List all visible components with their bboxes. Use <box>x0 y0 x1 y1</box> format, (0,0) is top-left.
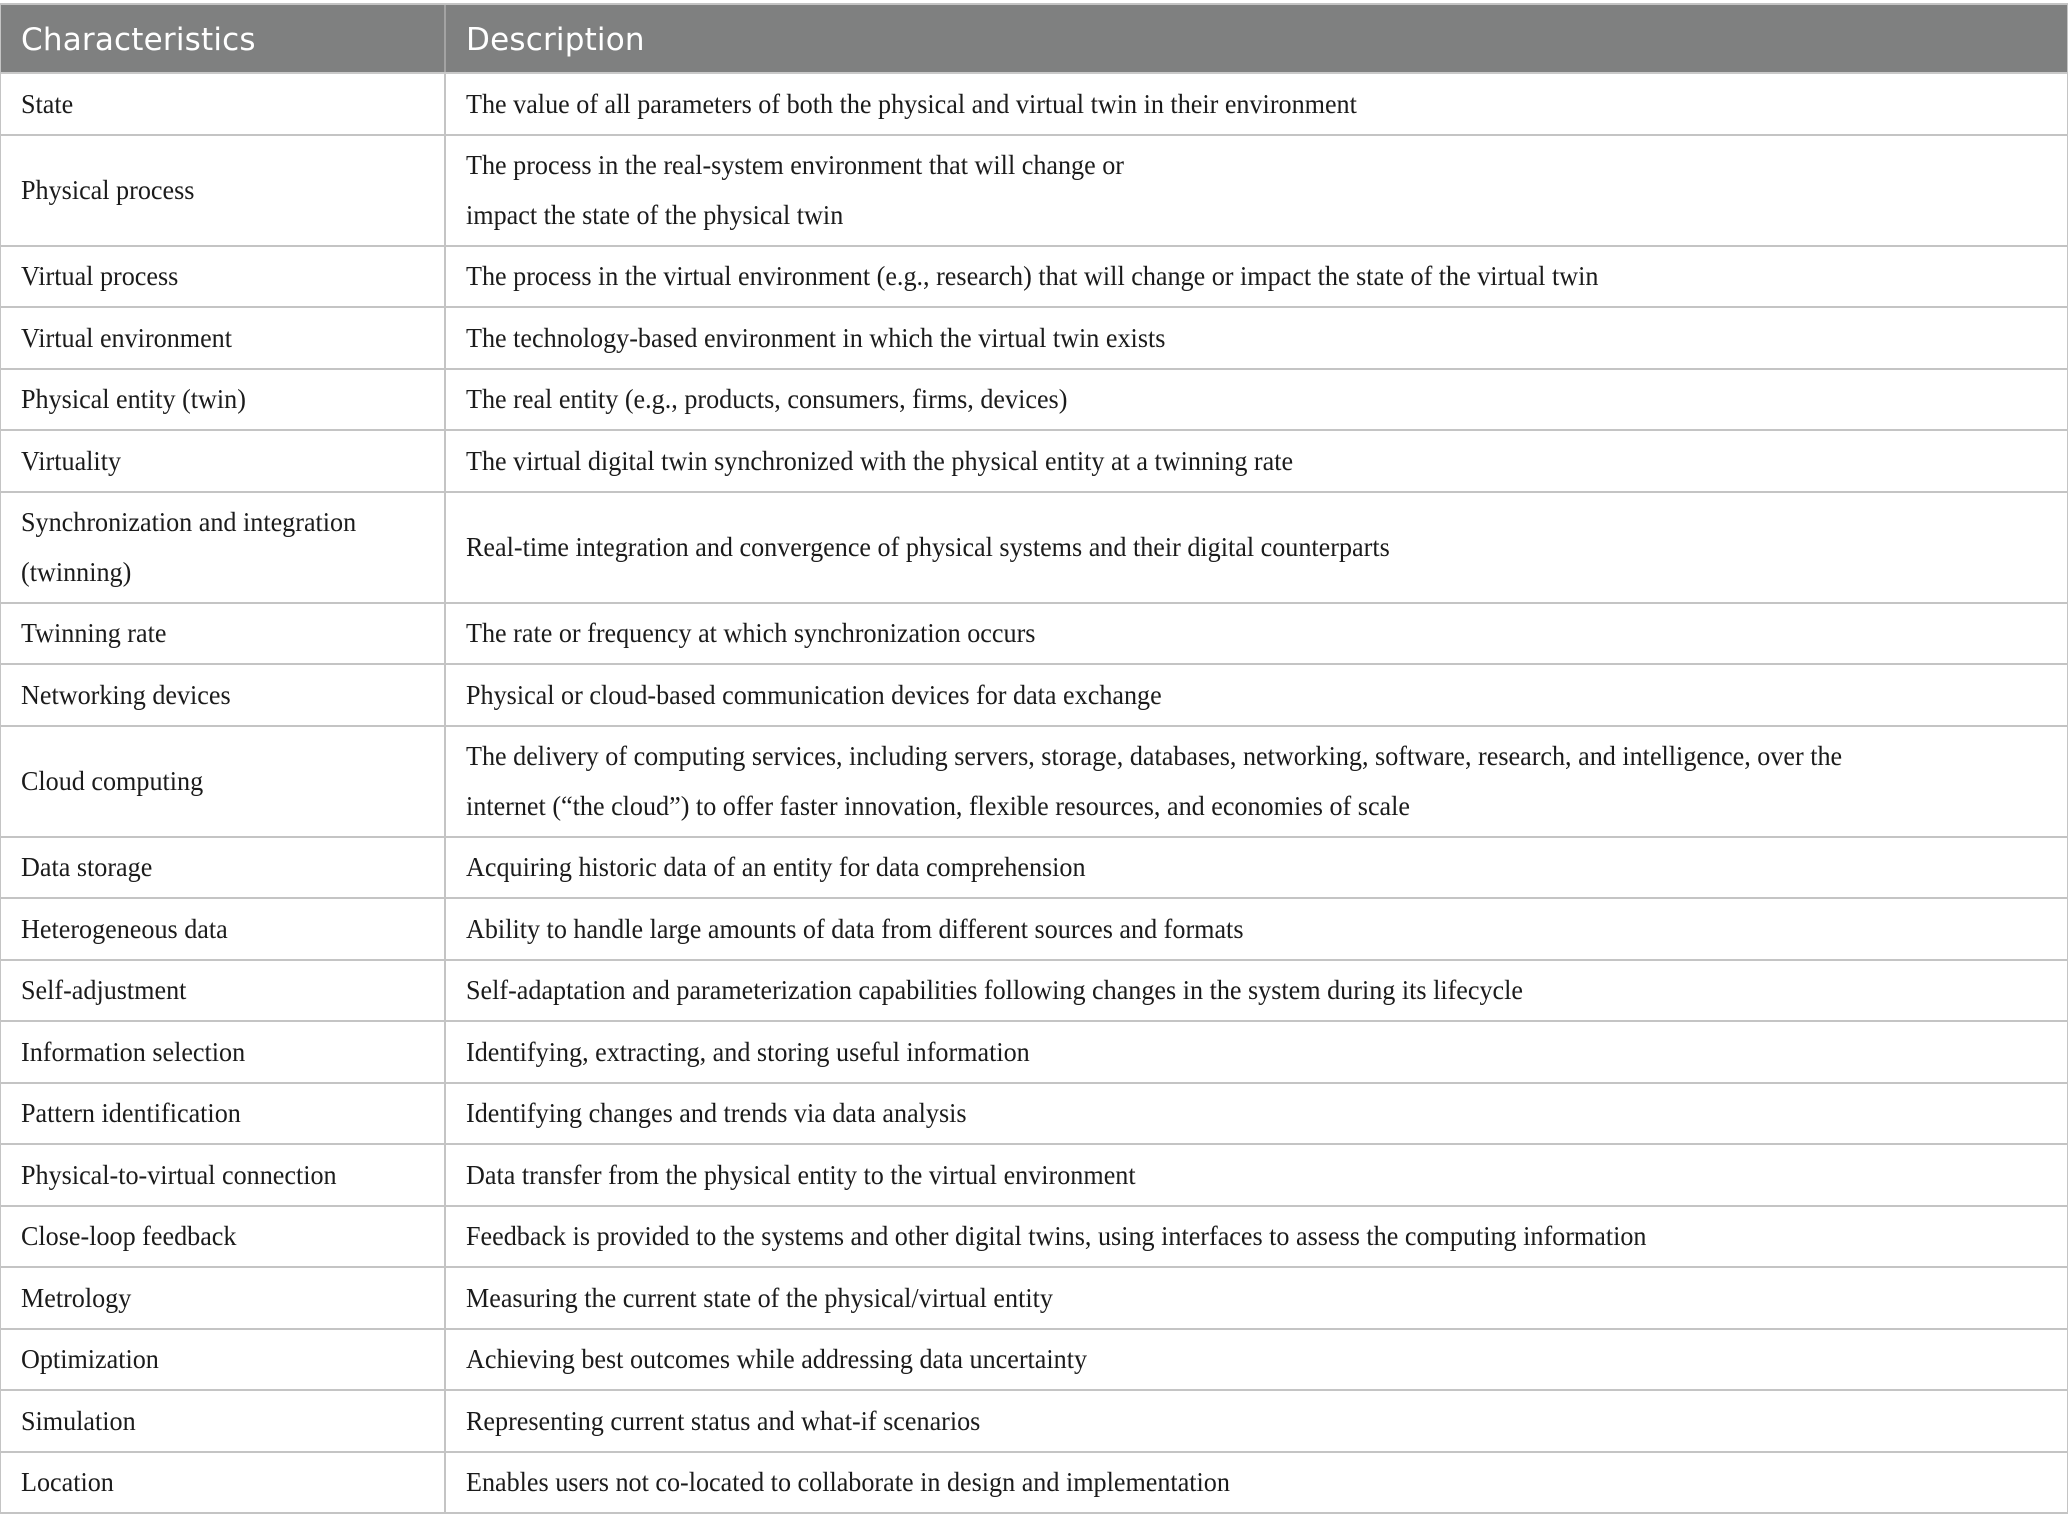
description-text: The real entity (e.g., products, consumers, firms, devices) <box>466 383 1068 415</box>
characteristic-cell <box>1 308 446 368</box>
description-text: The virtual digital twin synchronized with the physical entity at a twinning rate <box>466 444 1294 476</box>
characteristic-text: Information selection <box>21 1035 246 1067</box>
table-row <box>1 1084 2067 1146</box>
characteristic-cell <box>1 665 446 725</box>
description-cell <box>446 247 2067 307</box>
characteristic-text: Heterogeneous data <box>21 912 228 944</box>
characteristic-text: Physical process <box>21 174 195 205</box>
characteristic-text: Virtuality <box>21 444 122 476</box>
header-cell-characteristics <box>1 5 446 72</box>
characteristic-cell <box>1 727 446 836</box>
description-cell <box>446 493 2067 602</box>
characteristics-table <box>0 3 2068 1514</box>
description-text: Enables users not co-located to collaborate in design and implementation <box>466 1466 1230 1498</box>
description-cell <box>446 370 2067 430</box>
characteristic-text: Physical entity (twin) <box>21 383 246 415</box>
description-text: Representing current status and what-if scenarios <box>466 1404 981 1436</box>
description-text: Data transfer from the physical entity to the virtual environment <box>466 1158 1136 1190</box>
description-text: internet (“the cloud”) to offer faster innovation, flexible resources, and economies of scale <box>466 790 1411 821</box>
description-cell <box>446 74 2067 134</box>
description-text: Self-adaptation and parameterization capabilities following changes in the system during its lifecycle <box>466 974 1523 1006</box>
table-row <box>1 493 2067 604</box>
characteristic-cell <box>1 1330 446 1390</box>
description-cell <box>446 1022 2067 1082</box>
description-text: The process in the virtual environment (e.g., research) that will change or impact the state of the virtual twin <box>466 260 1599 292</box>
table-row <box>1 136 2067 247</box>
characteristic-text: Synchronization and integration <box>21 506 357 537</box>
characteristic-text: Cloud computing <box>21 765 204 796</box>
description-cell <box>446 899 2067 959</box>
characteristic-text: Self-adjustment <box>21 974 187 1006</box>
characteristic-text: Virtual process <box>21 260 179 292</box>
characteristic-text: State <box>21 87 74 119</box>
description-cell <box>446 1145 2067 1205</box>
table-row <box>1 961 2067 1023</box>
table-row <box>1 1207 2067 1269</box>
description-text: Measuring the current state of the physical/virtual entity <box>466 1281 1053 1313</box>
description-cell <box>446 604 2067 664</box>
characteristic-cell <box>1 136 446 245</box>
description-text: The technology-based environment in which the virtual twin exists <box>466 321 1166 353</box>
description-text: Physical or cloud-based communication devices for data exchange <box>466 678 1162 710</box>
characteristic-cell <box>1 493 446 602</box>
description-text: Acquiring historic data of an entity for data comprehension <box>466 851 1086 883</box>
characteristic-cell <box>1 899 446 959</box>
table-header-row <box>1 5 2067 74</box>
characteristic-text: Physical-to-virtual connection <box>21 1158 337 1190</box>
characteristic-cell <box>1 1022 446 1082</box>
description-text: Feedback is provided to the systems and other digital twins, using interfaces to assess the computing information <box>466 1220 1647 1252</box>
description-cell <box>446 308 2067 368</box>
characteristic-text: Networking devices <box>21 678 231 710</box>
description-text: The process in the real-system environment that will change or <box>466 149 1125 180</box>
characteristic-text: Data storage <box>21 851 153 883</box>
description-text: Ability to handle large amounts of data from different sources and formats <box>466 912 1244 944</box>
description-text: Real-time integration and convergence of physical systems and their digital counterparts <box>466 531 1390 562</box>
table-row <box>1 370 2067 432</box>
table-row <box>1 74 2067 136</box>
table-row <box>1 1453 2067 1515</box>
column-header-characteristics: Characteristics <box>21 21 256 58</box>
table-row <box>1 247 2067 309</box>
characteristic-cell <box>1 1391 446 1451</box>
table-row <box>1 727 2067 838</box>
description-cell <box>446 665 2067 725</box>
characteristic-cell <box>1 370 446 430</box>
column-header-description: Description <box>466 21 645 58</box>
table-row <box>1 604 2067 666</box>
characteristic-text: Twinning rate <box>21 617 167 649</box>
description-cell <box>446 727 2067 836</box>
header-cell-description <box>446 5 2067 72</box>
table-row <box>1 665 2067 727</box>
characteristic-cell <box>1 74 446 134</box>
description-cell <box>446 838 2067 898</box>
characteristic-text: Virtual environment <box>21 321 233 353</box>
description-cell <box>446 1084 2067 1144</box>
description-cell <box>446 961 2067 1021</box>
table-row <box>1 1330 2067 1392</box>
description-cell <box>446 136 2067 245</box>
table-row <box>1 899 2067 961</box>
description-text: The value of all parameters of both the physical and virtual twin in their environment <box>466 87 1357 119</box>
table-row <box>1 1022 2067 1084</box>
characteristic-text: Optimization <box>21 1343 159 1375</box>
description-text: Identifying, extracting, and storing useful information <box>466 1035 1030 1067</box>
description-cell <box>446 1207 2067 1267</box>
description-cell <box>446 1391 2067 1451</box>
characteristic-cell <box>1 1453 446 1513</box>
table-row <box>1 838 2067 900</box>
characteristic-cell <box>1 1207 446 1267</box>
characteristic-cell <box>1 1268 446 1328</box>
characteristic-cell <box>1 961 446 1021</box>
description-text: Achieving best outcomes while addressing data uncertainty <box>466 1343 1088 1375</box>
characteristic-cell <box>1 604 446 664</box>
table-row <box>1 308 2067 370</box>
characteristic-cell <box>1 838 446 898</box>
description-text: The rate or frequency at which synchronization occurs <box>466 617 1036 649</box>
characteristic-text: Simulation <box>21 1404 136 1436</box>
description-cell <box>446 1268 2067 1328</box>
characteristic-cell <box>1 1145 446 1205</box>
characteristic-text: (twinning) <box>21 556 132 587</box>
table-body <box>1 74 2067 1514</box>
characteristic-cell <box>1 1084 446 1144</box>
characteristic-cell <box>1 247 446 307</box>
description-text: Identifying changes and trends via data analysis <box>466 1097 967 1129</box>
table-row <box>1 1145 2067 1207</box>
characteristic-text: Close-loop feedback <box>21 1220 237 1252</box>
characteristic-text: Pattern identification <box>21 1097 241 1129</box>
characteristic-cell <box>1 431 446 491</box>
characteristic-text: Metrology <box>21 1281 132 1313</box>
description-text: impact the state of the physical twin <box>466 199 844 230</box>
description-cell <box>446 431 2067 491</box>
description-text: The delivery of computing services, including servers, storage, databases, networking, software, research, and intelligence, over the <box>466 740 1843 771</box>
table-row <box>1 431 2067 493</box>
table-row <box>1 1391 2067 1453</box>
description-cell <box>446 1453 2067 1513</box>
characteristic-text: Location <box>21 1466 114 1498</box>
table-row <box>1 1268 2067 1330</box>
description-cell <box>446 1330 2067 1390</box>
